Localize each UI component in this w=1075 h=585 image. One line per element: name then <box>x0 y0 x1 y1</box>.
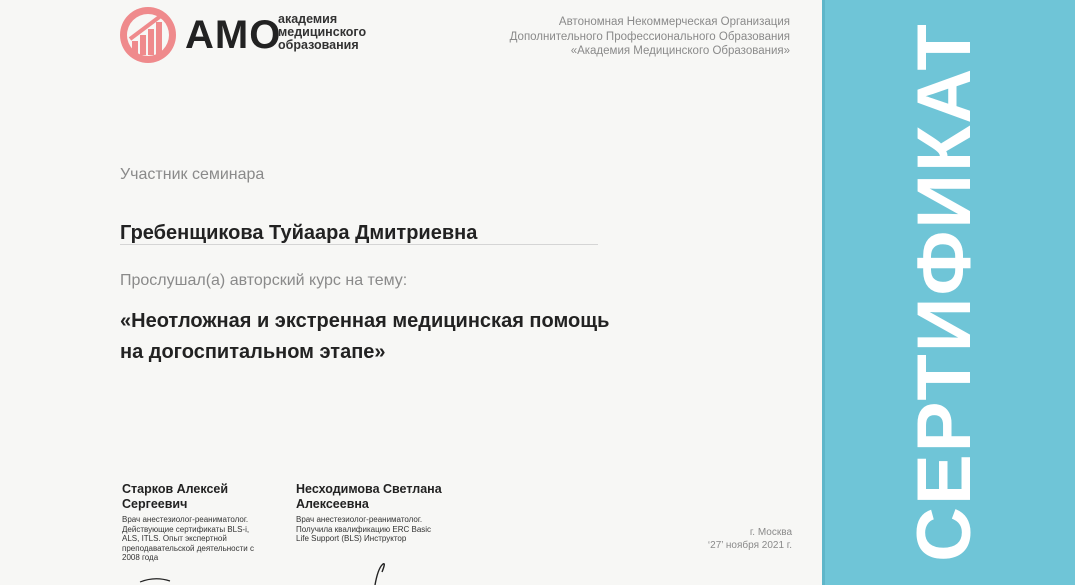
participant-name: Гребенщикова Туйаара Дмитриевна <box>120 222 478 244</box>
participant-label: Участник семинара <box>120 166 265 183</box>
course-title <box>120 306 609 368</box>
place-date <box>708 526 792 552</box>
signatory-name-line: Сергеевич <box>122 497 188 511</box>
signatory-desc-line: Life Support (BLS) Инструктор <box>296 534 407 544</box>
signatory-desc-line: Врач анестезиолог-реаниматолог. <box>296 515 423 524</box>
signatory-desc-line: 2008 года <box>122 553 159 563</box>
signatory-name-line: Старков Алексей <box>122 482 229 496</box>
signatory-name-line: Несходимова Светлана <box>296 482 442 496</box>
date: ‘27’ ноября 2021 г. <box>707 540 792 551</box>
signatory-description <box>296 515 466 544</box>
signatory-desc-line: преподавательской деятельности с <box>122 543 254 553</box>
course-label: Прослушал(а) авторский курс на тему: <box>120 272 408 289</box>
logo-name-line: образования <box>278 38 359 52</box>
signatory-desc-line: ALS, ITLS. Опыт экспертной <box>122 534 227 544</box>
band-edge <box>822 0 825 585</box>
logo-name-line: медицинского <box>278 25 367 39</box>
amo-logo-icon <box>118 5 178 65</box>
logo-full-name <box>278 13 366 52</box>
logo-abbreviation: АМО <box>185 13 282 57</box>
name-underline <box>120 244 598 245</box>
logo-name-line: академия <box>278 12 338 26</box>
signatory-desc-line: Врач анестезиолог-реаниматолог. <box>122 515 249 524</box>
signatory-desc-line: Получила квалификацию ERC Basic <box>296 524 432 534</box>
certificate-title: СЕРТИФИКАТ <box>902 22 987 562</box>
signatory-1 <box>122 482 282 563</box>
signatory-name <box>122 482 282 512</box>
course-title-line: на догоспитальном этапе» <box>120 341 386 363</box>
organization-line: Автономная Некоммерческая Организация <box>558 16 790 28</box>
signatory-name <box>296 482 466 512</box>
signatory-name-line: Алексеевна <box>296 497 369 511</box>
handwritten-signature <box>120 562 420 585</box>
signatory-description <box>122 515 282 563</box>
signatory-desc-line: Действующие сертификаты BLS-i, <box>122 524 250 534</box>
signatory-2 <box>296 482 466 544</box>
organization-header <box>510 15 790 59</box>
organization-line: «Академия Медицинского Образования» <box>570 45 790 57</box>
place: г. Москва <box>749 527 792 538</box>
amo-logo <box>118 5 378 65</box>
course-title-line: «Неотложная и экстренная медицинская помощь <box>120 310 610 332</box>
organization-line: Дополнительного Профессионального Образования <box>509 30 790 43</box>
